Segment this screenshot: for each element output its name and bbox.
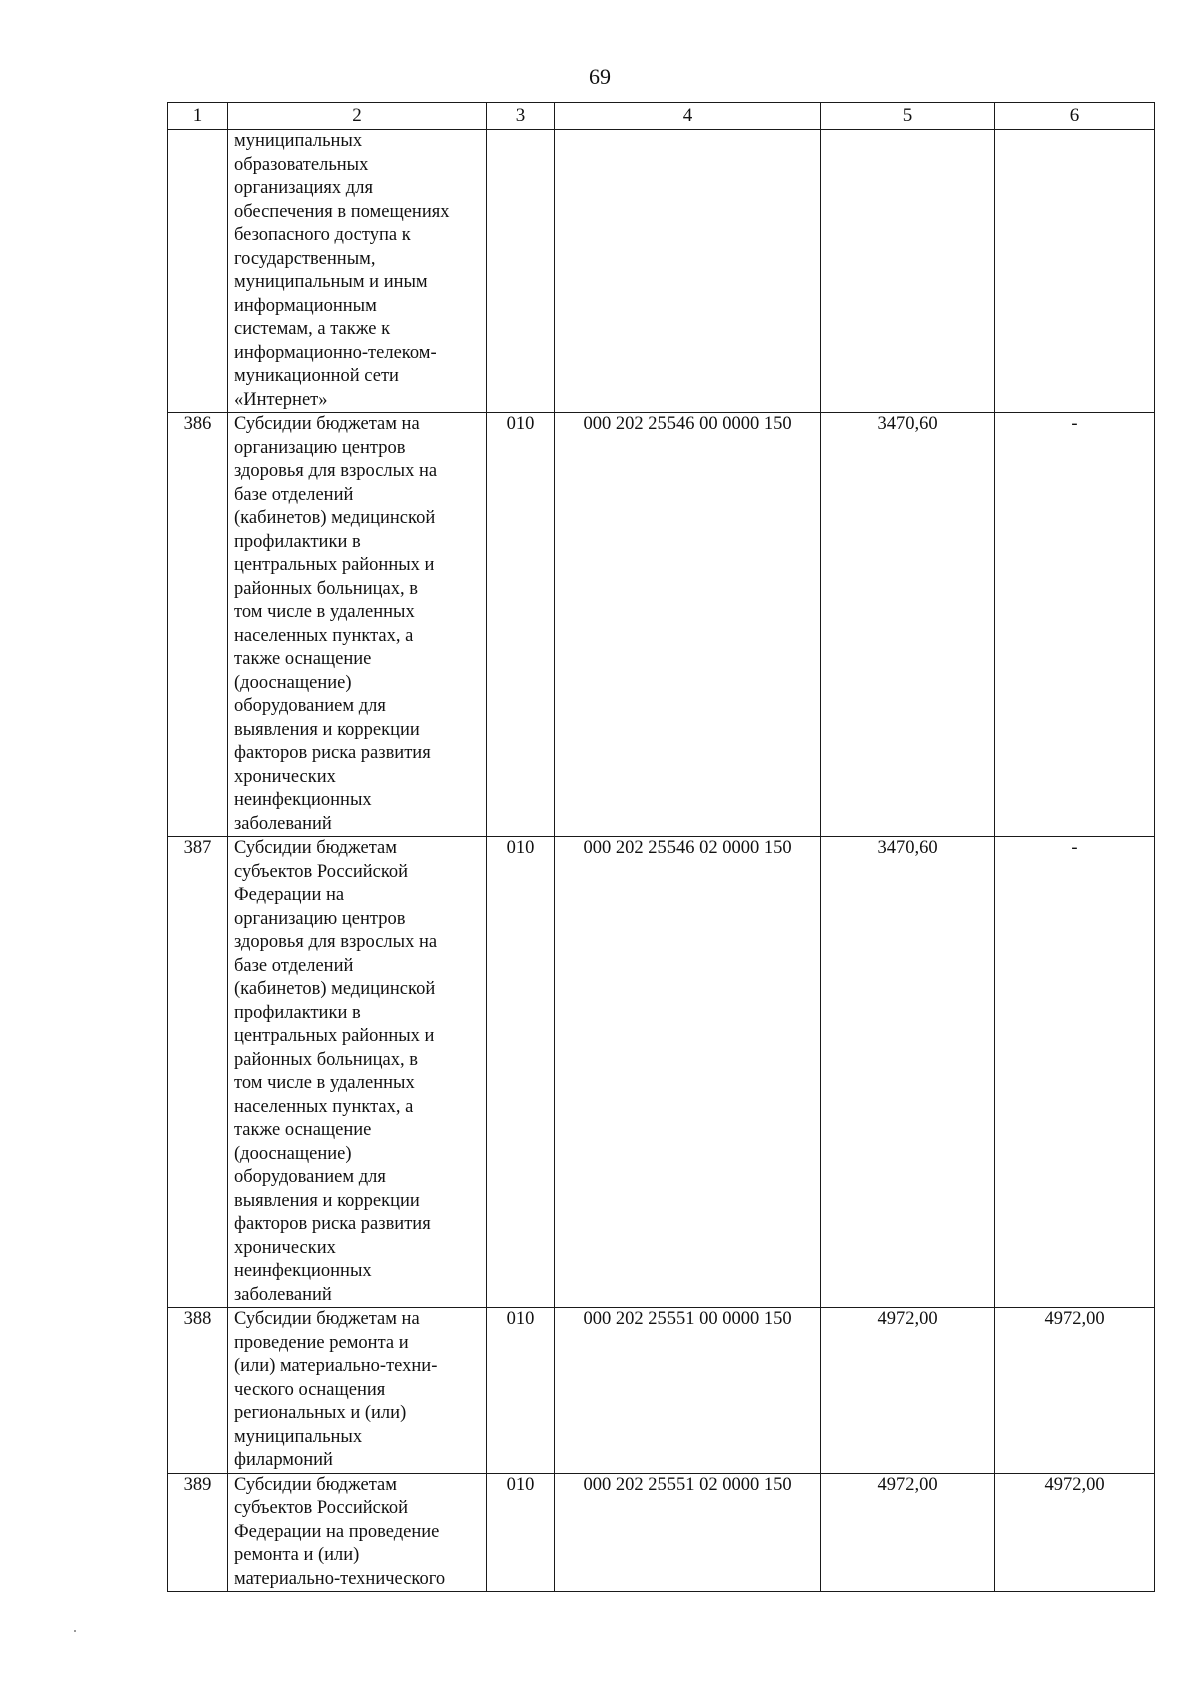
description-cell	[228, 130, 487, 413]
row-number-cell: 386	[168, 413, 228, 837]
page-number: 69	[589, 64, 611, 89]
column-header: 6	[995, 103, 1155, 130]
amount-col5-cell: 3470,60	[821, 413, 995, 837]
description-line: образовательных	[234, 154, 369, 175]
description-line: субъектов Российской	[234, 861, 409, 882]
table-row	[168, 837, 1155, 1308]
group-code-cell: 010	[487, 837, 555, 1308]
description-line: хронических	[234, 1237, 336, 1258]
description-cell	[228, 1308, 487, 1474]
description-line: Федерации на	[234, 885, 345, 905]
group-code-cell	[487, 130, 555, 413]
description-line: ремонта и (или)	[234, 1545, 360, 1565]
description-line: профилактики в	[234, 531, 361, 552]
table-row	[168, 1473, 1155, 1592]
group-code-cell: 010	[487, 413, 555, 837]
description-line: системам, а также к	[234, 319, 391, 339]
description-line: Федерации на проведение	[234, 1521, 440, 1542]
description-cell	[228, 1473, 487, 1592]
description-line: населенных пунктах, а	[234, 625, 414, 646]
column-header: 5	[821, 103, 995, 130]
description-line: хронических	[234, 766, 336, 787]
amount-col6-cell: 4972,00	[995, 1308, 1155, 1474]
table-header	[168, 103, 1155, 130]
budget-code-cell: 000 202 25546 02 0000 150	[555, 837, 821, 1308]
description-line: заболеваний	[234, 1284, 332, 1305]
amount-col6-cell: -	[995, 837, 1155, 1308]
description-line: факторов риска развития	[234, 1214, 431, 1234]
description-line: организациях для	[234, 178, 373, 198]
description-line: центральных районных и	[234, 555, 435, 575]
description-line: профилактики в	[234, 1002, 361, 1023]
description-line: базе отделений	[234, 955, 354, 976]
header-row	[168, 103, 1155, 130]
description-line: муниципальных	[234, 131, 363, 151]
description-cell	[228, 837, 487, 1308]
description-line: (или) материально-техни-	[234, 1356, 438, 1376]
description-line: также оснащение	[234, 1120, 372, 1140]
description-line: неинфекционных	[234, 790, 372, 810]
description-line: населенных пунктах, а	[234, 1096, 414, 1117]
description-line: информационно-телеком-	[234, 342, 437, 363]
column-header: 3	[487, 103, 555, 130]
description-line: здоровья для взрослых на	[234, 932, 438, 952]
scan-speck	[74, 1630, 76, 1632]
group-code-cell: 010	[487, 1308, 555, 1474]
amount-col6-cell	[995, 130, 1155, 413]
description-line: муникационной сети	[234, 366, 399, 386]
amount-col5-cell	[821, 130, 995, 413]
budget-code-cell: 000 202 25551 00 0000 150	[555, 1308, 821, 1474]
budget-code-cell: 000 202 25551 02 0000 150	[555, 1473, 821, 1592]
description-line: муниципальных	[234, 1426, 363, 1447]
description-line: также оснащение	[234, 649, 372, 669]
budget-code-cell	[555, 130, 821, 413]
row-number-cell	[168, 130, 228, 413]
description-line: оборудованием для	[234, 696, 386, 716]
description-line: том числе в удаленных	[234, 1073, 415, 1093]
description-line: базе отделений	[234, 484, 354, 505]
description-line: организацию центров	[234, 437, 406, 458]
budget-table	[167, 102, 1155, 1592]
description-line: (кабинетов) медицинской	[234, 508, 436, 528]
description-line: здоровья для взрослых на	[234, 461, 438, 481]
row-number-cell: 387	[168, 837, 228, 1308]
amount-col6-cell: -	[995, 413, 1155, 837]
description-line: безопасного доступа к	[234, 225, 411, 245]
description-line: государственным,	[234, 248, 376, 269]
description-line: (дооснащение)	[234, 672, 352, 693]
description-line: Субсидии бюджетам	[234, 838, 397, 858]
group-code-cell: 010	[487, 1473, 555, 1592]
description-line: (дооснащение)	[234, 1143, 352, 1164]
description-line: проведение ремонта и	[234, 1332, 409, 1353]
description-line: заболеваний	[234, 813, 332, 834]
description-line: субъектов Российской	[234, 1498, 409, 1518]
description-line: организацию центров	[234, 908, 406, 929]
description-line: материально-технического	[234, 1568, 446, 1589]
column-header: 4	[555, 103, 821, 130]
row-number-cell: 389	[168, 1473, 228, 1592]
amount-col5-cell: 3470,60	[821, 837, 995, 1308]
description-cell	[228, 413, 487, 837]
description-line: «Интернет»	[234, 389, 328, 410]
description-line: выявления и коррекции	[234, 719, 420, 740]
description-line: информационным	[234, 295, 377, 316]
description-line: неинфекционных	[234, 1261, 372, 1281]
description-line: центральных районных и	[234, 1026, 435, 1046]
amount-col5-cell: 4972,00	[821, 1308, 995, 1474]
table-row	[168, 1308, 1155, 1474]
description-line: ческого оснащения	[234, 1379, 386, 1400]
description-line: филармоний	[234, 1450, 333, 1470]
budget-code-cell: 000 202 25546 00 0000 150	[555, 413, 821, 837]
amount-col5-cell: 4972,00	[821, 1473, 995, 1592]
description-line: выявления и коррекции	[234, 1190, 420, 1211]
description-line: том числе в удаленных	[234, 602, 415, 622]
description-line: (кабинетов) медицинской	[234, 979, 436, 999]
amount-col6-cell: 4972,00	[995, 1473, 1155, 1592]
column-header: 1	[168, 103, 228, 130]
table-row	[168, 413, 1155, 837]
description-line: Субсидии бюджетам на	[234, 414, 420, 434]
column-header: 2	[228, 103, 487, 130]
description-line: Субсидии бюджетам на	[234, 1309, 420, 1329]
description-line: обеспечения в помещениях	[234, 201, 450, 222]
description-line: Субсидии бюджетам	[234, 1474, 397, 1495]
description-line: оборудованием для	[234, 1167, 386, 1187]
table-row	[168, 130, 1155, 413]
description-line: муниципальным и иным	[234, 272, 428, 292]
description-line: районных больницах, в	[234, 578, 418, 599]
description-line: районных больницах, в	[234, 1049, 418, 1070]
table-body	[168, 130, 1155, 1592]
row-number-cell: 388	[168, 1308, 228, 1474]
description-line: региональных и (или)	[234, 1403, 407, 1423]
description-line: факторов риска развития	[234, 743, 431, 763]
